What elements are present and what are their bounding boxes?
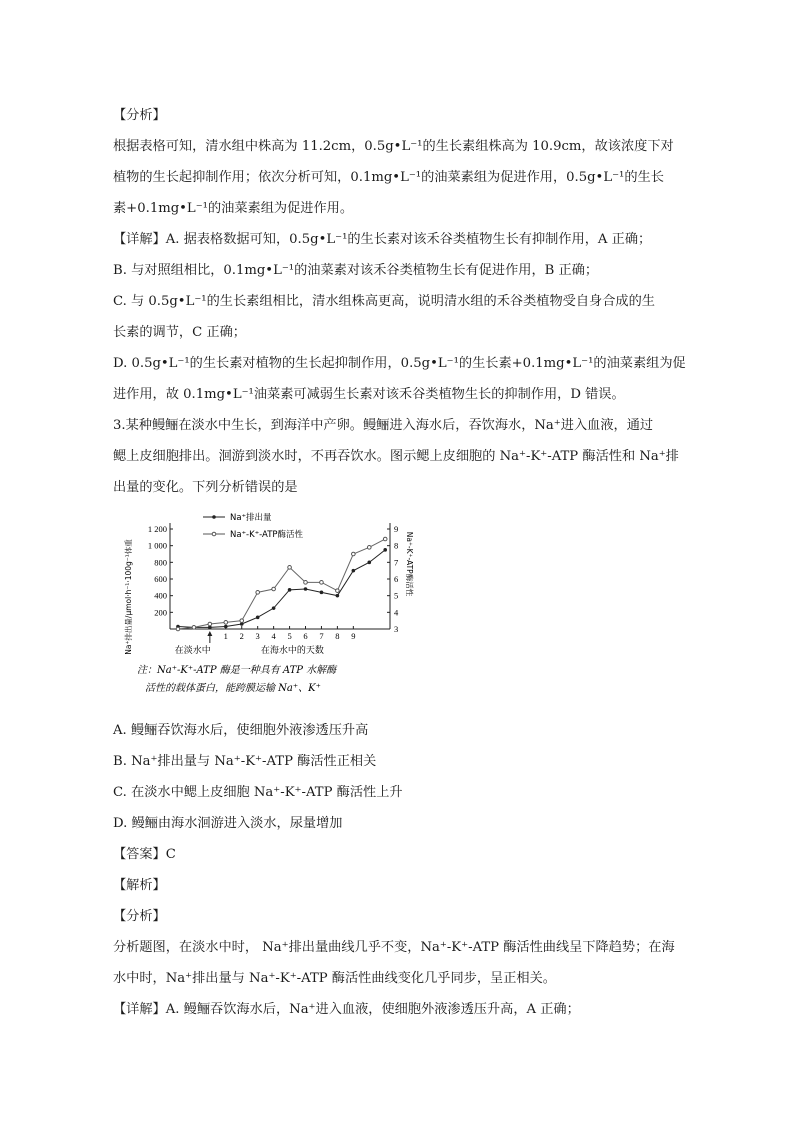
x-tick-label: 7 [319, 631, 324, 641]
data-point-atpase-activity [352, 552, 356, 556]
text-line: 【详解】A. 据表格数据可知，0.5g•L⁻¹的生长素对该禾谷类植物生长有抑制作用，A 正确； [113, 232, 652, 247]
x-tick-label: 1 [223, 631, 228, 641]
page-content [113, 100, 686, 1025]
legend-label-na: Na⁺排出量 [230, 513, 272, 523]
data-point-atpase-activity [304, 581, 308, 585]
text-line: 植物的生长起抑制作用；依次分析可知，0.1mg•L⁻¹的油菜素组为促进作用，0.5g•L⁻¹的生长 [113, 170, 664, 185]
text-line: 【详解】A. 鳗鲡吞饮海水后，Na⁺进入血液，使细胞外液渗透压升高，A 正确； [113, 1002, 580, 1017]
y-right-tick-label: 5 [394, 590, 399, 601]
x-tick-label: 3 [255, 631, 260, 641]
option-c: C. 在淡水中鳃上皮细胞 Na⁺-K⁺-ATP 酶活性上升 [113, 785, 403, 800]
data-point-na-excretion [256, 616, 260, 620]
answer: 【答案】C [113, 847, 176, 862]
data-point-atpase-activity [288, 566, 292, 570]
x-tick-label: 4 [271, 631, 276, 641]
y-left-tick-label: 400 [154, 590, 167, 601]
data-point-atpase-activity [208, 622, 212, 626]
question-stem: 出量的变化。下列分析错误的是 [113, 480, 298, 495]
data-point-atpase-activity [336, 589, 340, 593]
dual-axis-line-chart [115, 507, 415, 707]
y-left-tick-label: 1 200 [147, 524, 167, 534]
section-heading: 【解析】 [113, 878, 166, 893]
data-point-atpase-activity [240, 619, 244, 623]
question-stem: 鳃上皮细胞排出。洄游到淡水时，不再吞饮水。图示鳃上皮细胞的 Na⁺-K⁺-ATP 酶活性和 Na⁺排 [113, 449, 679, 464]
data-point-na-excretion [352, 569, 356, 573]
figure-note-line1: 注：Na⁺-K⁺-ATP 酶是一种具有 ATP 水解酶 [137, 665, 337, 676]
data-point-atpase-activity [224, 621, 228, 625]
data-point-atpase-activity [367, 546, 371, 550]
series-line-na-excretion [178, 550, 385, 628]
text-line: D. 0.5g•L⁻¹的生长素对植物的生长起抑制作用，0.5g•L⁻¹的生长素+0.1mg•L⁻¹的油菜素组为促 [113, 356, 686, 371]
data-point-atpase-activity [192, 626, 196, 630]
text-line: 分析题图，在淡水中时， Na⁺排出量曲线几乎不变，Na⁺-K⁺-ATP 酶活性曲线呈下降趋势；在海 [113, 940, 675, 955]
x-tick-label: 8 [335, 631, 340, 641]
text-line: 水中时，Na⁺排出量与 Na⁺-K⁺-ATP 酶活性曲线变化几乎同步，呈正相关。 [113, 971, 556, 986]
text-line: 【分析】 [113, 108, 166, 123]
x-tick-label: 2 [239, 631, 244, 641]
y-right-tick-label: 4 [394, 607, 399, 618]
data-point-atpase-activity [176, 627, 180, 631]
question-stem: 3.某种鳗鲡在淡水中生长，到海洋中产卵。鳗鲡进入海水后，吞饮海水，Na⁺进入血液，通过 [113, 418, 654, 433]
text-line: C. 与 0.5g•L⁻¹的生长素组相比，清水组株高更高，说明清水组的禾谷类植物受自身合成的生 [113, 294, 655, 309]
y-left-tick-label: 1 000 [147, 540, 167, 551]
x-tick-label: 6 [303, 631, 308, 641]
y-left-tick-label: 200 [154, 607, 167, 618]
x-tick-label: 5 [287, 631, 292, 641]
chart-figure [115, 507, 415, 707]
arrow-head-icon [207, 631, 212, 636]
data-point-na-excretion [272, 606, 276, 610]
y-right-tick-label: 6 [394, 574, 399, 584]
x-tick-label: 9 [351, 631, 356, 641]
y-right-tick-label: 3 [394, 624, 399, 634]
y-left-tick-label: 600 [154, 574, 167, 584]
y-right-tick-label: 8 [394, 540, 399, 551]
text-line: 进作用，故 0.1mg•L⁻¹油菜素可减弱生长素对该禾谷类植物生长的抑制作用，D 错误。 [113, 387, 625, 402]
option-b: B. Na⁺排出量与 Na⁺-K⁺-ATP 酶活性正相关 [113, 754, 377, 769]
option-d: D. 鳗鲡由海水洄游进入淡水，尿量增加 [113, 816, 343, 831]
section-heading: 【分析】 [113, 909, 166, 924]
data-point-na-excretion [383, 548, 387, 552]
data-point-na-excretion [304, 587, 308, 591]
data-point-na-excretion [336, 594, 340, 598]
text-line: 长素的调节，C 正确； [113, 325, 246, 340]
data-point-na-excretion [367, 561, 371, 565]
y-right-tick-label: 7 [394, 557, 399, 568]
y-left-label: Na⁺排出量/μmol·h⁻¹·100g⁻¹体重 [124, 539, 133, 655]
legend-marker-atpase [212, 532, 216, 536]
y-right-tick-label: 9 [394, 524, 399, 534]
data-point-na-excretion [288, 588, 292, 592]
text-line: 素+0.1mg•L⁻¹的油菜素组为促进作用。 [113, 201, 354, 216]
text-line: 根据表格可知，清水组中株高为 11.2cm，0.5g•L⁻¹的生长素组株高为 10.9cm，故该浓度下对 [113, 139, 674, 154]
x-label-seawater: 在海水中的天数 [260, 646, 324, 656]
data-point-atpase-activity [320, 581, 324, 585]
figure-note-line2: 活性的载体蛋白，能跨膜运输 Na⁺、K⁺ [145, 683, 321, 694]
data-point-na-excretion [224, 625, 228, 629]
y-right-label: Na⁺-K⁺-ATP酶活性 [405, 531, 414, 597]
legend-label-atpase: Na⁺-K⁺-ATP酶活性 [230, 530, 304, 540]
legend-marker-na [212, 515, 216, 519]
data-point-na-excretion [320, 591, 324, 595]
data-point-atpase-activity [383, 537, 387, 541]
option-a: A. 鳗鲡吞饮海水后，使细胞外液渗透压升高 [113, 723, 369, 738]
y-left-tick-label: 800 [154, 557, 167, 568]
data-point-atpase-activity [272, 587, 276, 591]
x-label-freshwater: 在淡水中 [174, 646, 211, 656]
data-point-atpase-activity [256, 591, 260, 595]
text-line: B. 与对照组相比，0.1mg•L⁻¹的油菜素对该禾谷类植物生长有促进作用，B 正确； [113, 263, 599, 278]
